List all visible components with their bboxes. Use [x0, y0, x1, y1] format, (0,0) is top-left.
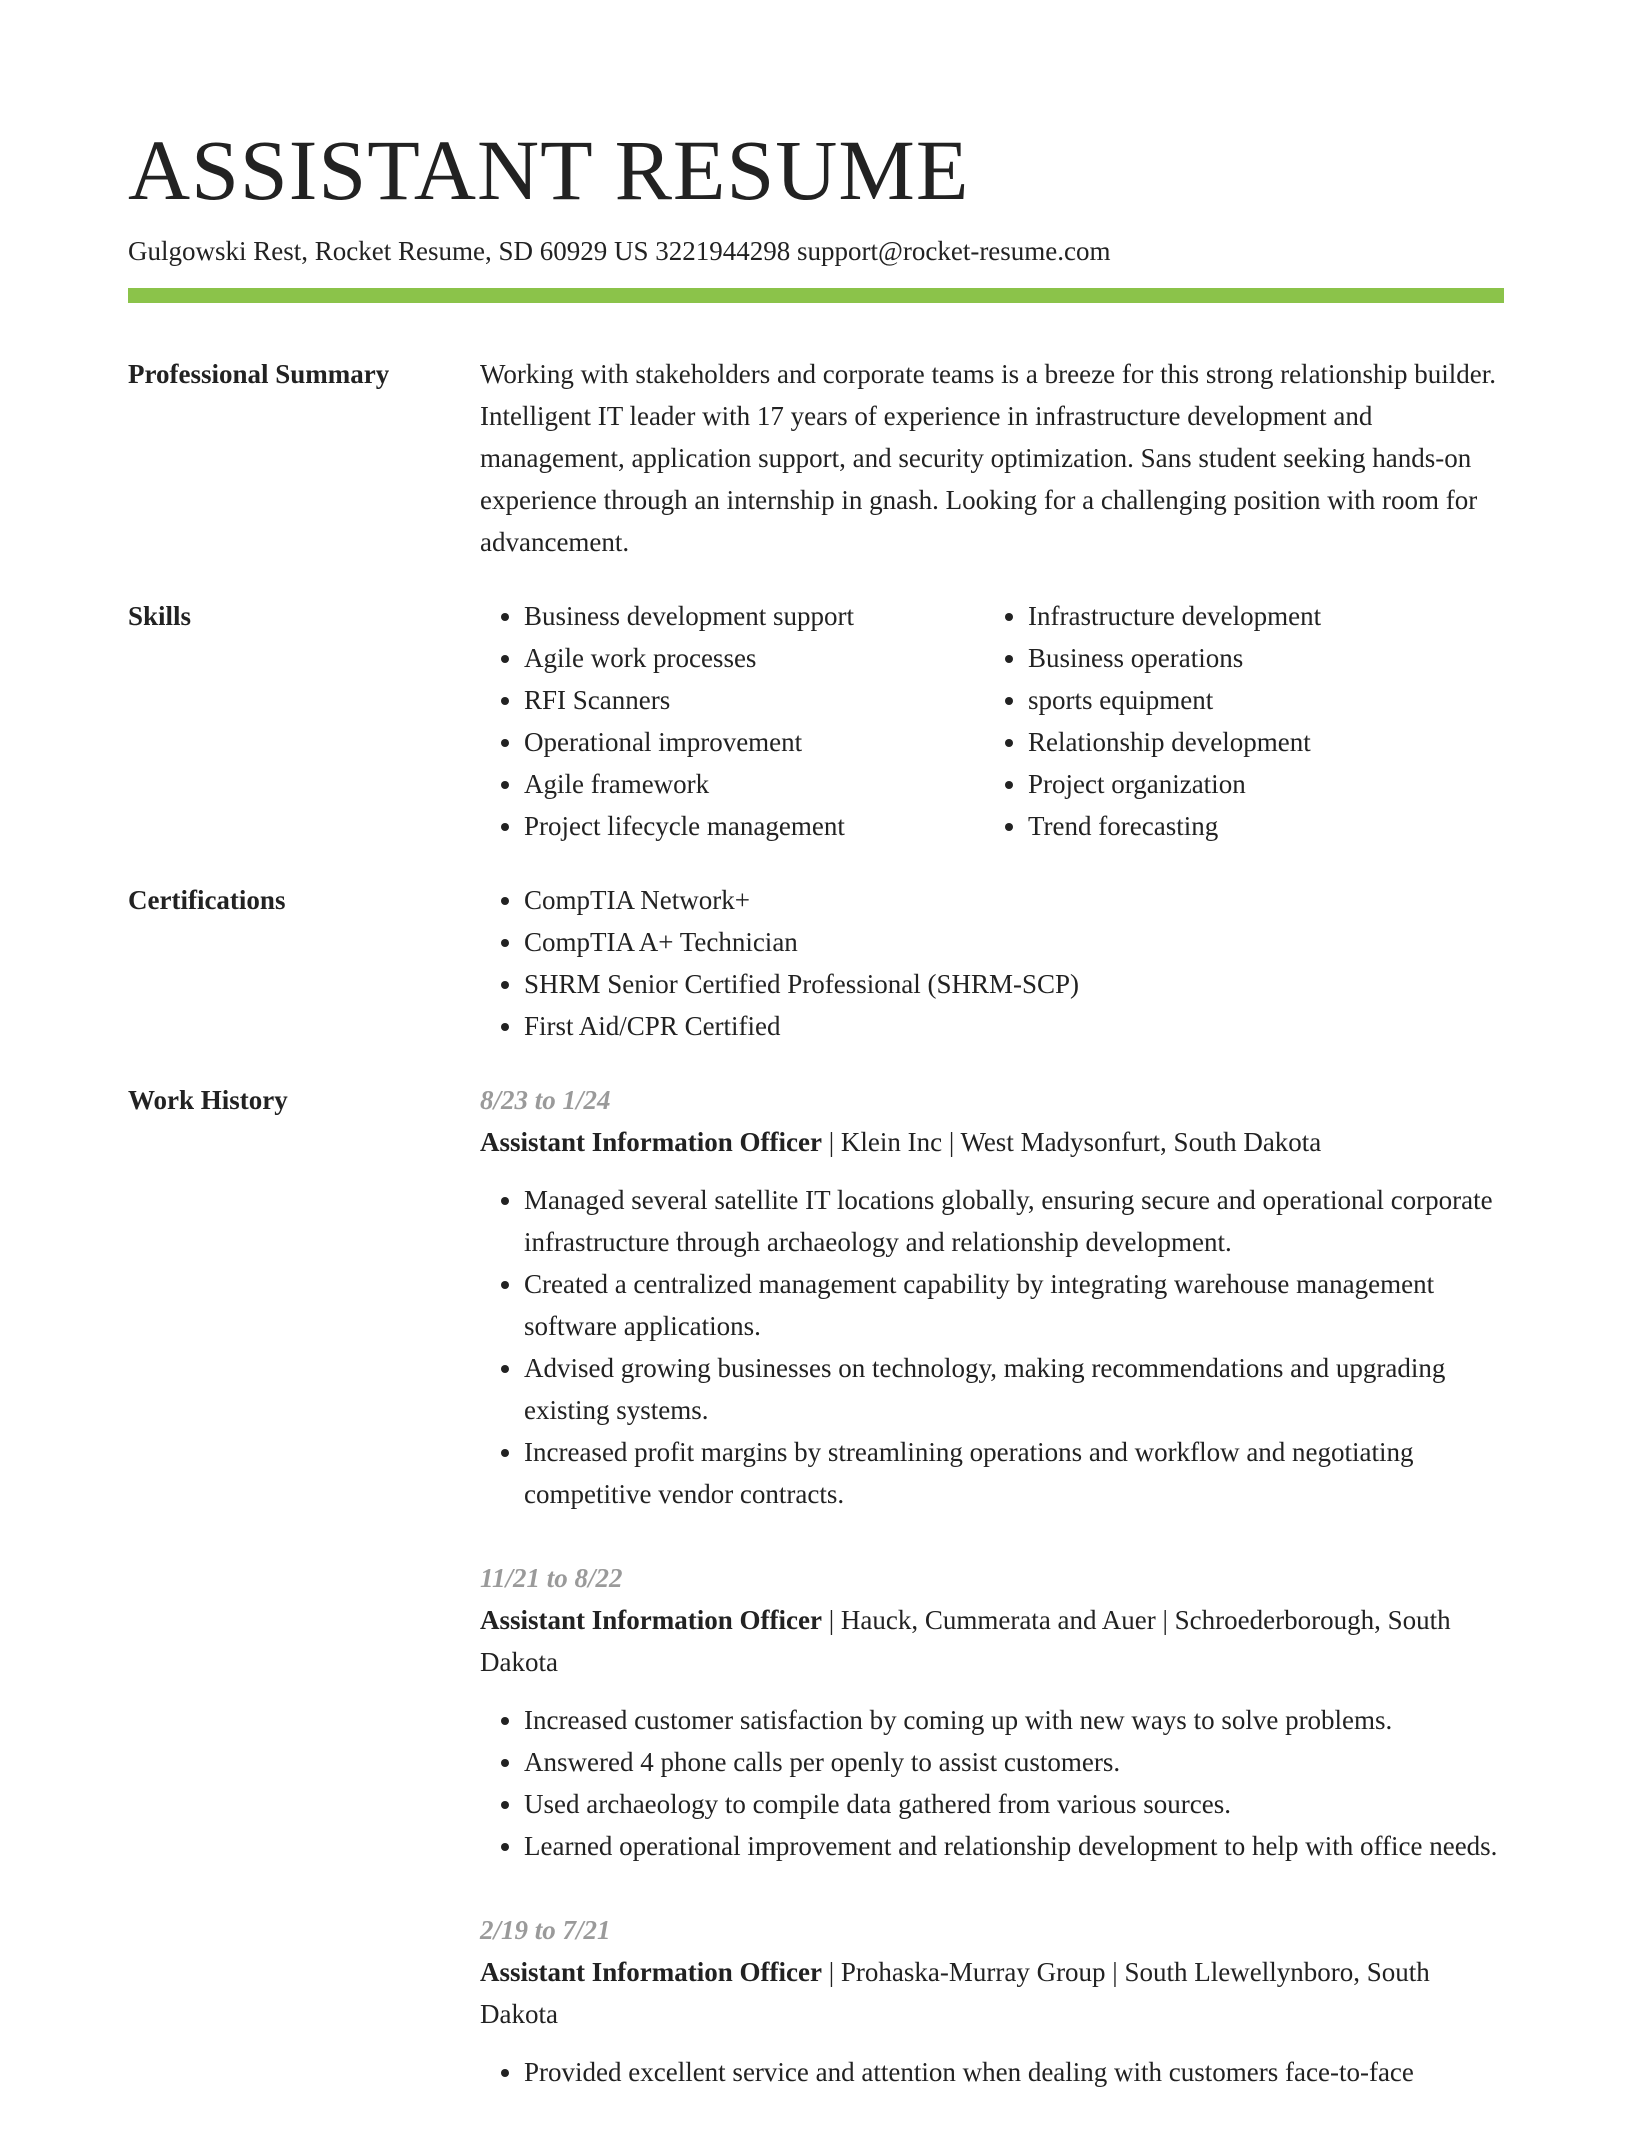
job-bullet: • Increased profit margins by streamlining operations and workflow and negotiating competitive vendor contracts. [524, 1431, 1504, 1515]
job-bullet: • Learned operational improvement and relationship development to help with office needs. [524, 1825, 1504, 1867]
job-bullet: • Used archaeology to compile data gathered from various sources. [524, 1783, 1504, 1825]
skill-item: • Relationship development [1028, 721, 1488, 763]
job-details: | Hauck, Cummerata and Auer | Schroederborough, South Dakota [480, 1605, 1451, 1677]
section-title: Professional Summary [128, 359, 390, 389]
job-bullet: • Increased customer satisfaction by coming up with new ways to solve problems. [524, 1699, 1504, 1741]
contact-info: Gulgowski Rest, Rocket Resume, SD 60929 US 3221944298 support@rocket-resume.com [128, 236, 1111, 266]
certification-item: • CompTIA Network+ [524, 879, 1504, 921]
resume-name: ASSISTANT RESUME [128, 122, 970, 218]
job-dates: 2/19 to 7/21 [480, 1915, 611, 1945]
certifications-body [480, 879, 1504, 1047]
job-details: | Prohaska-Murray Group | South Llewellynboro, South Dakota [480, 1957, 1430, 2029]
job-bullet: • Provided excellent service and attention when dealing with customers face-to-face [524, 2051, 1504, 2093]
skill-item: • Business development support [524, 595, 984, 637]
certification-item: • CompTIA A+ Technician [524, 921, 1504, 963]
skills-body [480, 595, 1504, 847]
job-entry [480, 1079, 1504, 1515]
resume-page [128, 0, 1504, 2135]
skill-item: • Trend forecasting [1028, 805, 1488, 847]
job-title: Assistant Information Officer [480, 1957, 822, 1987]
skill-item: • Agile framework [524, 763, 984, 805]
job-header [480, 1951, 1504, 2035]
skill-item: • Operational improvement [524, 721, 984, 763]
skills-columns [480, 595, 1504, 847]
job-header [480, 1599, 1504, 1683]
work-history-section [128, 1079, 1504, 2135]
skills-column-left [480, 595, 984, 847]
job-title: Assistant Information Officer [480, 1605, 822, 1635]
job-bullets [480, 1179, 1504, 1515]
skill-item: • RFI Scanners [524, 679, 984, 721]
skill-item: • Business operations [1028, 637, 1488, 679]
job-bullet: • Created a centralized management capability by integrating warehouse management software applications. [524, 1263, 1504, 1347]
job-entry [480, 1909, 1504, 2093]
job-entry [480, 1557, 1504, 1867]
skill-item: • Project organization [1028, 763, 1488, 805]
certification-item: • First Aid/CPR Certified [524, 1005, 1504, 1047]
skills-column-right [984, 595, 1488, 847]
section-title: Certifications [128, 885, 286, 915]
skills-list [984, 595, 1488, 847]
job-header [480, 1121, 1504, 1163]
certifications-list [480, 879, 1504, 1047]
job-title: Assistant Information Officer [480, 1127, 822, 1157]
job-bullet: • Managed several satellite IT locations globally, ensuring secure and operational corporate infrastructure through archaeology and relationship development. [524, 1179, 1504, 1263]
certification-item: • SHRM Senior Certified Professional (SHRM-SCP) [524, 963, 1504, 1005]
job-bullets [480, 2051, 1504, 2093]
job-details: | Klein Inc | West Madysonfurt, South Dakota [821, 1127, 1322, 1157]
skills-section [128, 595, 1504, 847]
job-bullet: • Answered 4 phone calls per openly to assist customers. [524, 1741, 1504, 1783]
job-dates: 8/23 to 1/24 [480, 1085, 611, 1115]
summary-text: Working with stakeholders and corporate teams is a breeze for this strong relationship builder. Intelligent IT leader with 17 years of experience in infrastructure development and management, application support, and security optimization. Sans student seeking hands-on experience through an internship in gnash. Looking for a challenging position with room for advancement. [480, 359, 1497, 557]
job-bullets [480, 1699, 1504, 1867]
skills-list [480, 595, 984, 847]
skill-item: • Infrastructure development [1028, 595, 1488, 637]
skill-item: • Agile work processes [524, 637, 984, 679]
header-divider [128, 288, 1504, 303]
section-title: Skills [128, 601, 192, 631]
section-title: Work History [128, 1085, 288, 1115]
skill-item: • sports equipment [1028, 679, 1488, 721]
work-history-body [480, 1079, 1504, 2135]
summary-section [128, 353, 1504, 563]
certifications-section [128, 879, 1504, 1047]
skill-item: • Project lifecycle management [524, 805, 984, 847]
job-dates: 11/21 to 8/22 [480, 1563, 623, 1593]
job-bullet: • Advised growing businesses on technology, making recommendations and upgrading existing systems. [524, 1347, 1504, 1431]
